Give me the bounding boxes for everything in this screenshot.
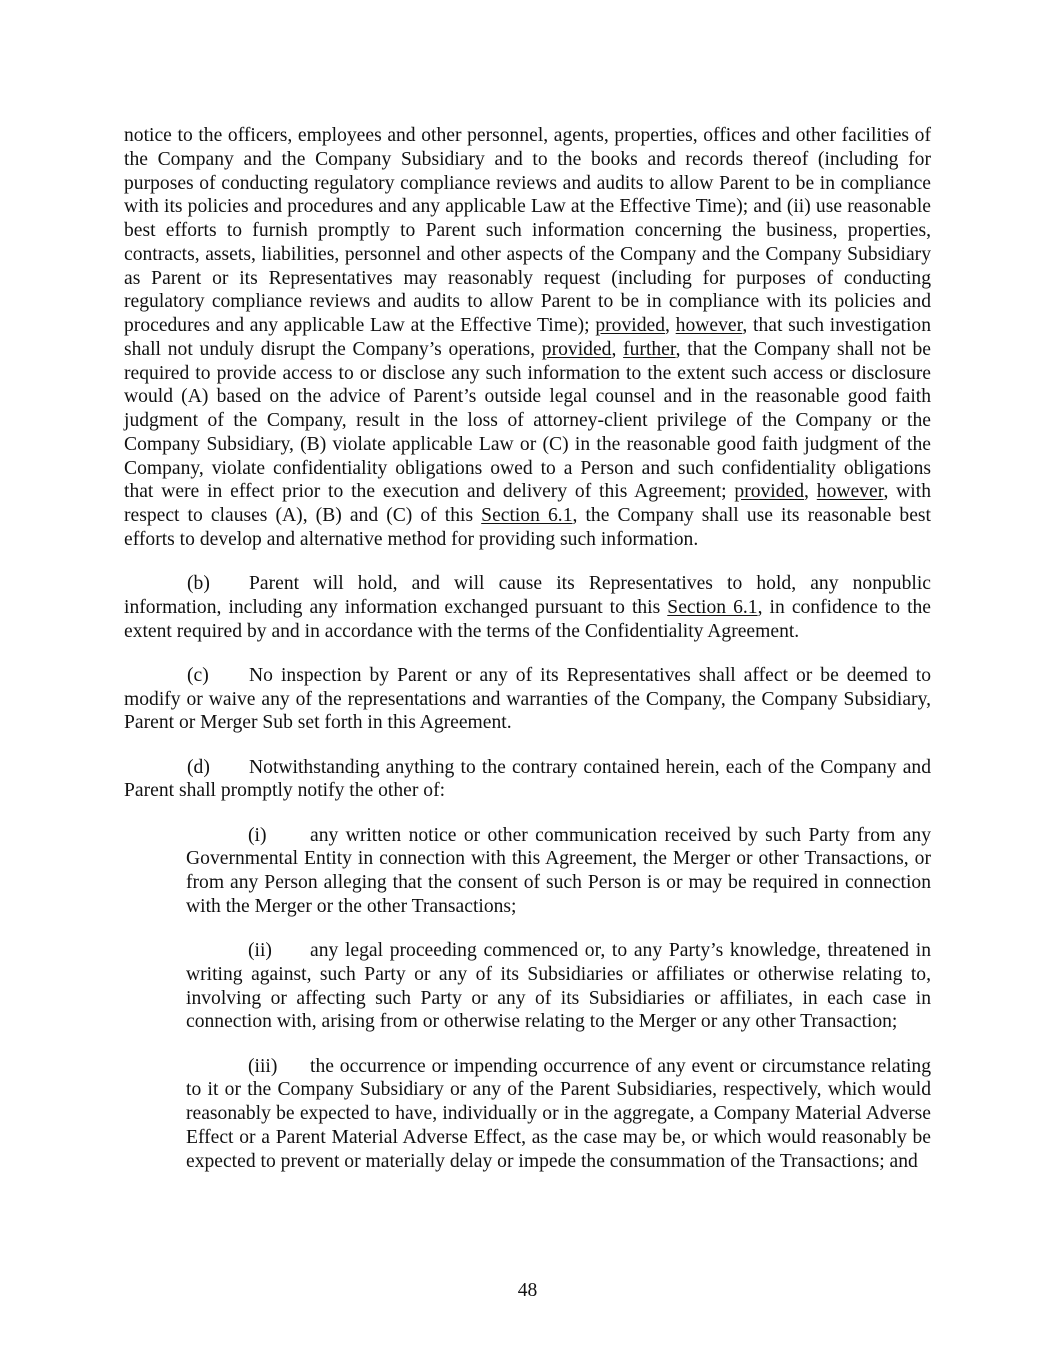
clause-label: (b) <box>187 573 210 594</box>
defined-term-provided: provided <box>595 315 666 336</box>
page-number: 48 <box>517 1280 538 1301</box>
clause-label: (c) <box>187 664 209 686</box>
paragraph-d-iii: (iii) the occurrence or impending occurrence of any event or circumstance relating to it or the Company Subsidiary or any of the Parent Subsidiaries, respectively, which would reasonably be expected to have, individually or in the aggregate, a Company Material Adverse Effect or a Parent Material Adverse Effect, as the case may be, or which would reasonably be expected to prevent or materially delay or impede the consummation of the Transactions; and <box>186 1055 931 1172</box>
paragraph-continued: notice to the officers, employees and other personnel, agents, properties, offices and other facilities of the Company and the Company Subsidiary and to the books and records thereof (including for purposes of conducting regulatory compliance reviews and audits to allow Parent to be in compliance with its policies and procedures and any applicable Law at the Effective Time); and (ii) use reasonable best efforts to furnish promptly to Parent such information concerning the business, properties, contracts, assets, liabilities, personnel and other aspects of the Company and the Company Subsidiary as Parent or its Representatives may reasonably request (including for purposes of conducting regulatory compliance reviews and audits to allow Parent to be in compliance with its policies and procedures and any applicable Law at the Effective Time); provided, however, that such investigation shall not unduly disrupt the Company’s operations, provided, further, that the Company shall not be required to provide access to or disclose any such information to the extent such access or disclosure would (A) based on the advice of Parent’s outside legal counsel and in the reasonable good faith judgment of the Company, result in the loss of attorney-client privilege of the Company or the Company Subsidiary, (B) violate applicable Law or (C) in the reasonable good faith judgment of the Company, violate confidentiality obligations owed to a Person and such confidentiality obligations that were in effect prior to the execution and delivery of this Agreement; provided, however, with respect to clauses (A), (B) and (C) of this Section 6.1, the Company shall use its reasonable best efforts to develop and alternative method for providing such information. <box>124 125 932 550</box>
paragraph-d: (d) Notwithstanding anything to the contrary contained herein, each of the Company and Parent shall promptly notify the other of: <box>124 756 931 802</box>
defined-term-provided: provided <box>734 481 805 503</box>
paragraph-b: (b) Parent will hold, and will cause its Representatives to hold, any nonpublic information, including any information exchanged pursuant to this Section 6.1, in confidence to the extent required by and in accordance with the terms of the Confidentiality Agreement. <box>124 573 932 642</box>
section-reference: Section 6.1 <box>667 596 758 618</box>
paragraph-c: (c) No inspection by Parent or any of its Representatives shall affect or be deemed to modify or waive any of the representations and warranties of the Company, the Company Subsidiary, Parent or Merger Sub set forth in this Agreement. <box>124 664 931 734</box>
document-page <box>124 124 931 1194</box>
clause-label: (ii) <box>248 940 272 961</box>
defined-term-however: however <box>675 315 743 336</box>
defined-term-further: further <box>623 338 676 360</box>
clause-label: (i) <box>248 824 267 846</box>
defined-term-provided: provided <box>541 338 612 360</box>
defined-term-however: however <box>816 481 884 503</box>
paragraph-d-i: (i) any written notice or other communication received by such Party from any Governmental Entity in connection with this Agreement, the Merger or other Transactions, or from any Person alleging that the consent of such Person is or may be required in connection with the Merger or the other Transactions; <box>186 824 931 917</box>
clause-label: (d) <box>187 756 210 778</box>
clause-label: (iii) <box>248 1055 278 1077</box>
paragraph-d-ii: (ii) any legal proceeding commenced or, to any Party’s knowledge, threatened in writing against, such Party or any of its Subsidiaries or affiliates or otherwise relating to, involving or affecting such Party or any of its Subsidiaries or affiliates, in each case in connection with, arising from or otherwise relating to the Merger or any other Transaction; <box>186 940 931 1033</box>
section-reference: Section 6.1 <box>481 505 573 526</box>
